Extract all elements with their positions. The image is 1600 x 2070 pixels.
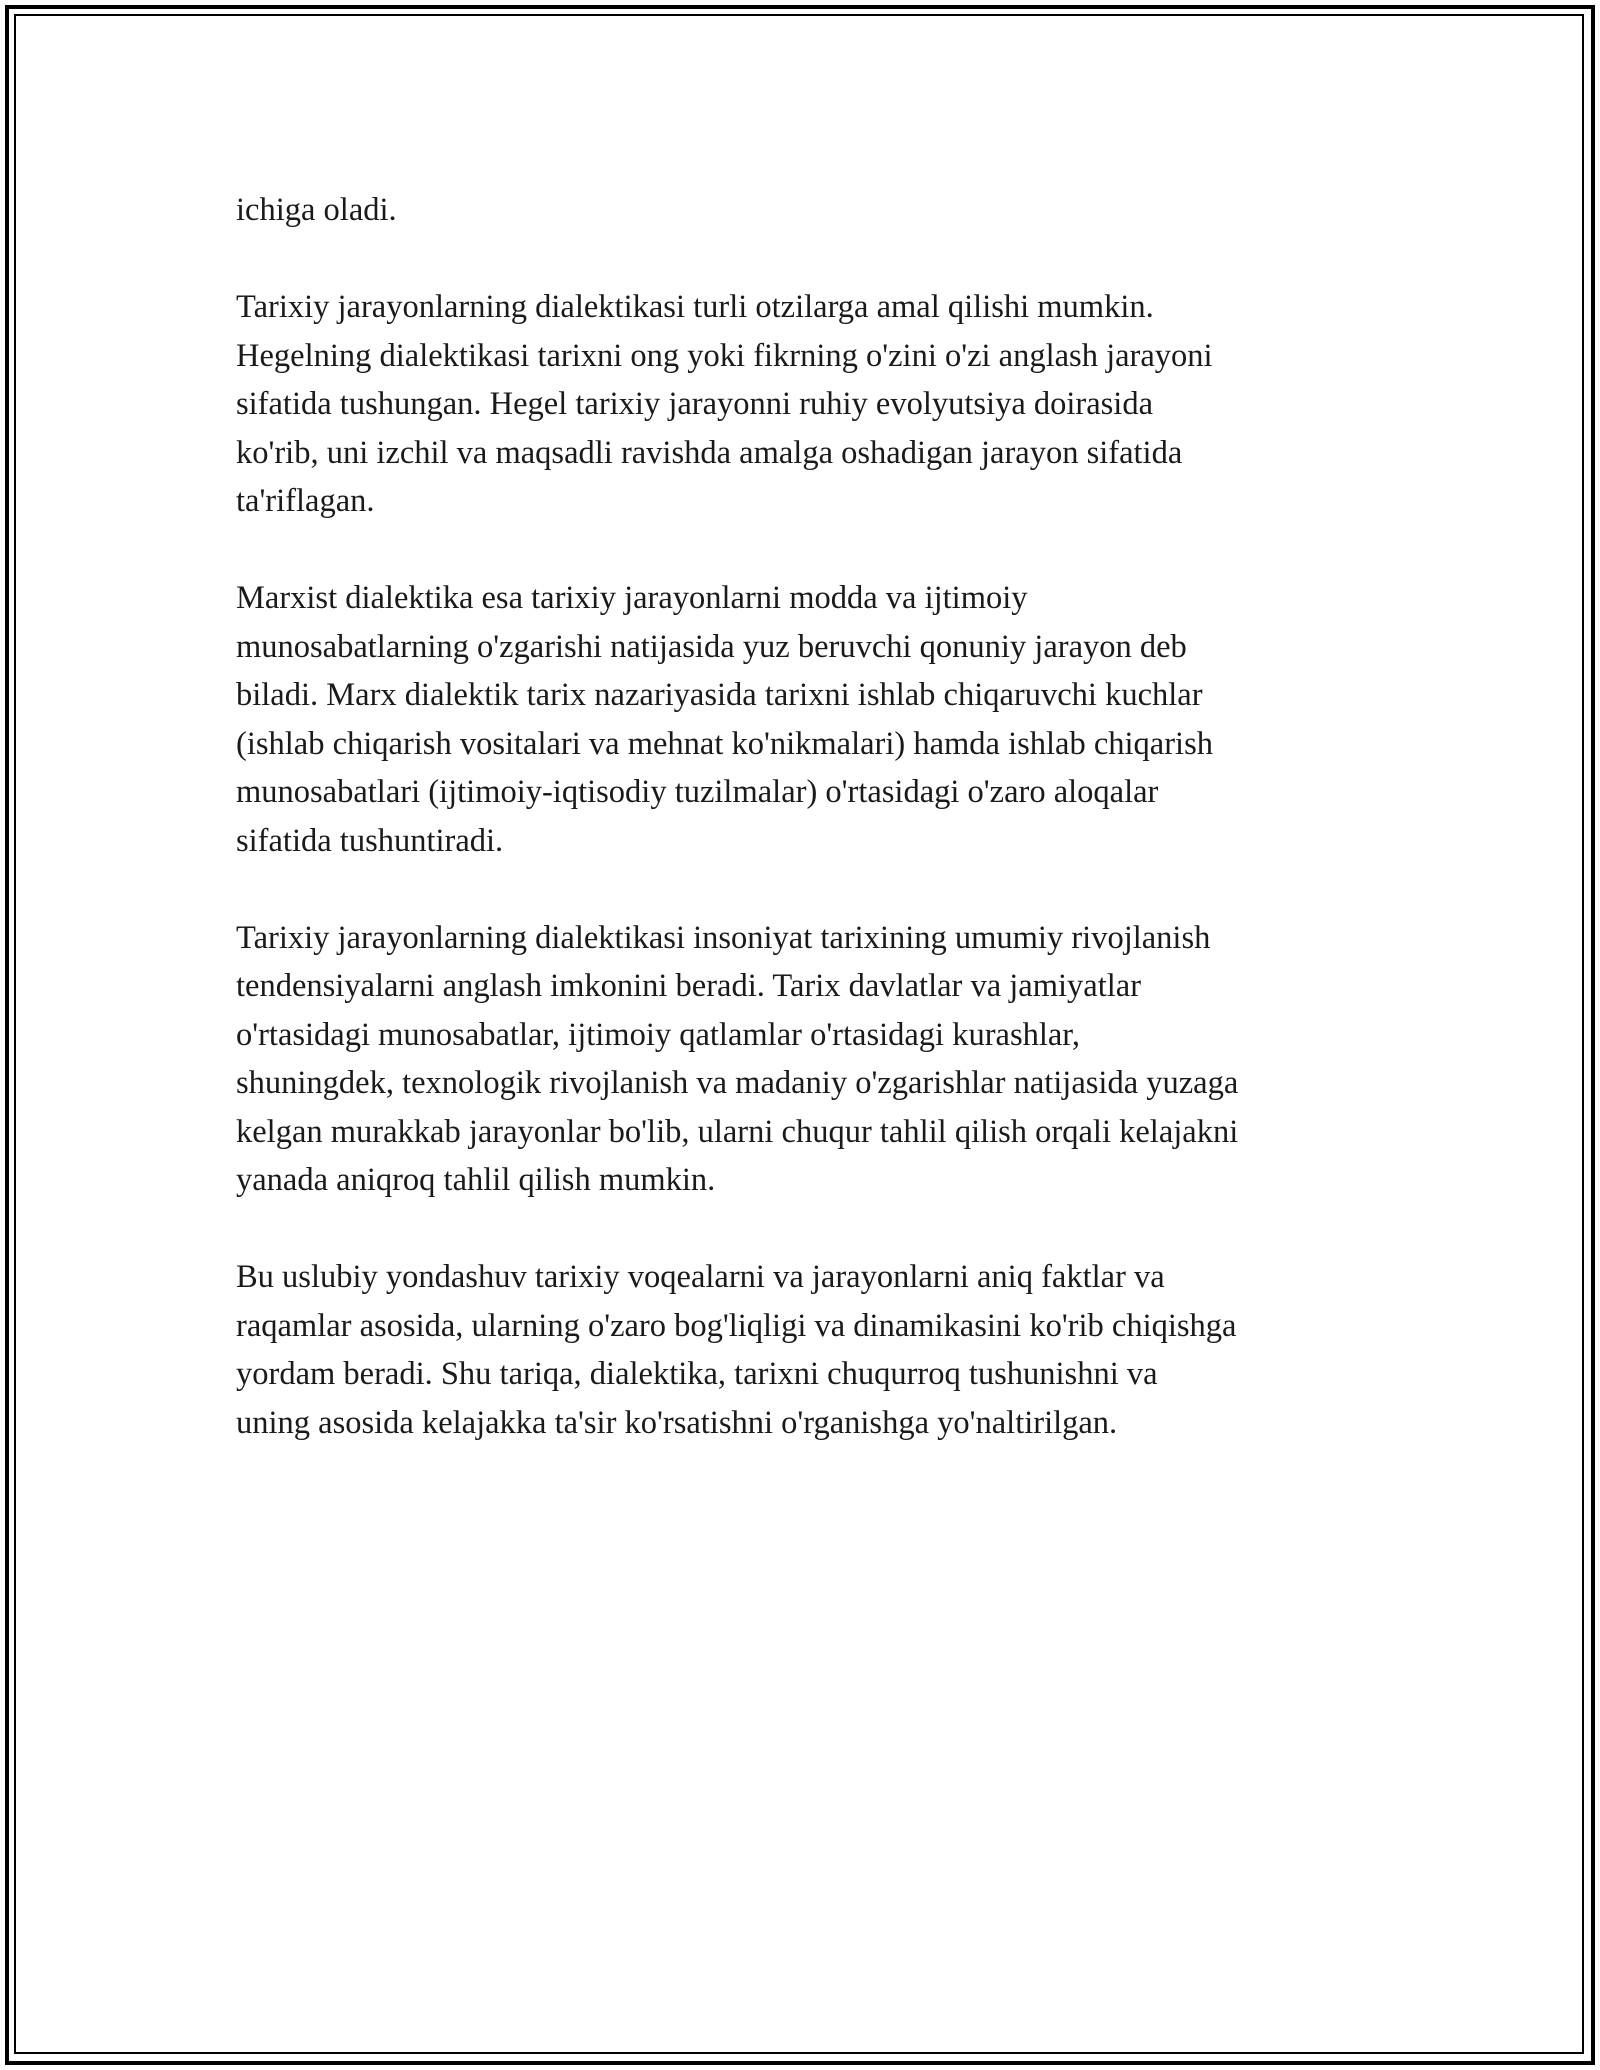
paragraph-5: Bu uslubiy yondashuv tarixiy voqealarni va jarayonlarni aniq faktlar va raqamlar asosida, ularning o'zaro bog'liqligi va dinamikasini ko'rib chiqishga yordam beradi. Shu tariqa, dialektika, tarixni chuqurroq tushunishni va uning asosida kelajakka ta'sir ko'rsatishni o'rganishga yo'naltirilgan. bbox=[236, 1259, 1237, 1441]
document-body bbox=[236, 186, 1376, 1496]
paragraph-1: ichiga oladi. bbox=[236, 192, 397, 228]
paragraph-2: Tarixiy jarayonlarning dialektikasi turli otzilarga amal qilishi mumkin. Hegelning dialektikasi tarixni ong yoki fikrning o'zini o'zi anglash jarayoni sifatida tushungan. Hegel tarixiy jarayonni ruhiy evolyutsiya doirasida ko'rib, uni izchil va maqsadli ravishda amalga oshadigan jarayon sifatida ta'riflagan. bbox=[236, 289, 1213, 519]
paragraph-4: Tarixiy jarayonlarning dialektikasi insoniyat tarixining umumiy rivojlanish tendensiyalarni anglash imkonini beradi. Tarix davlatlar va jamiyatlar o'rtasidagi munosabatlar, ijtimoiy qatlamlar o'rtasidagi kurashlar, shuningdek, texnologik rivojlanish va madaniy o'zgarishlar natijasida yuzaga kelgan murakkab jarayonlar bo'lib, ularni chuqur tahlil qilish orqali kelajakni yanada aniqroq tahlil qilish mumkin. bbox=[236, 919, 1239, 1198]
paragraph-3: Marxist dialektika esa tarixiy jarayonlarni modda va ijtimoiy munosabatlarning o'zgarishi natijasida yuz beruvchi qonuniy jarayon deb biladi. Marx dialektik tarix nazariyasida tarixni ishlab chiqaruvchi kuchlar (ishlab chiqarish vositalari va mehnat ko'nikmalari) hamda ishlab chiqarish munosabatlari (ijtimoiy-iqtisodiy tuzilmalar) o'rtasidagi o'zaro aloqalar sifatida tushuntiradi. bbox=[236, 580, 1213, 859]
